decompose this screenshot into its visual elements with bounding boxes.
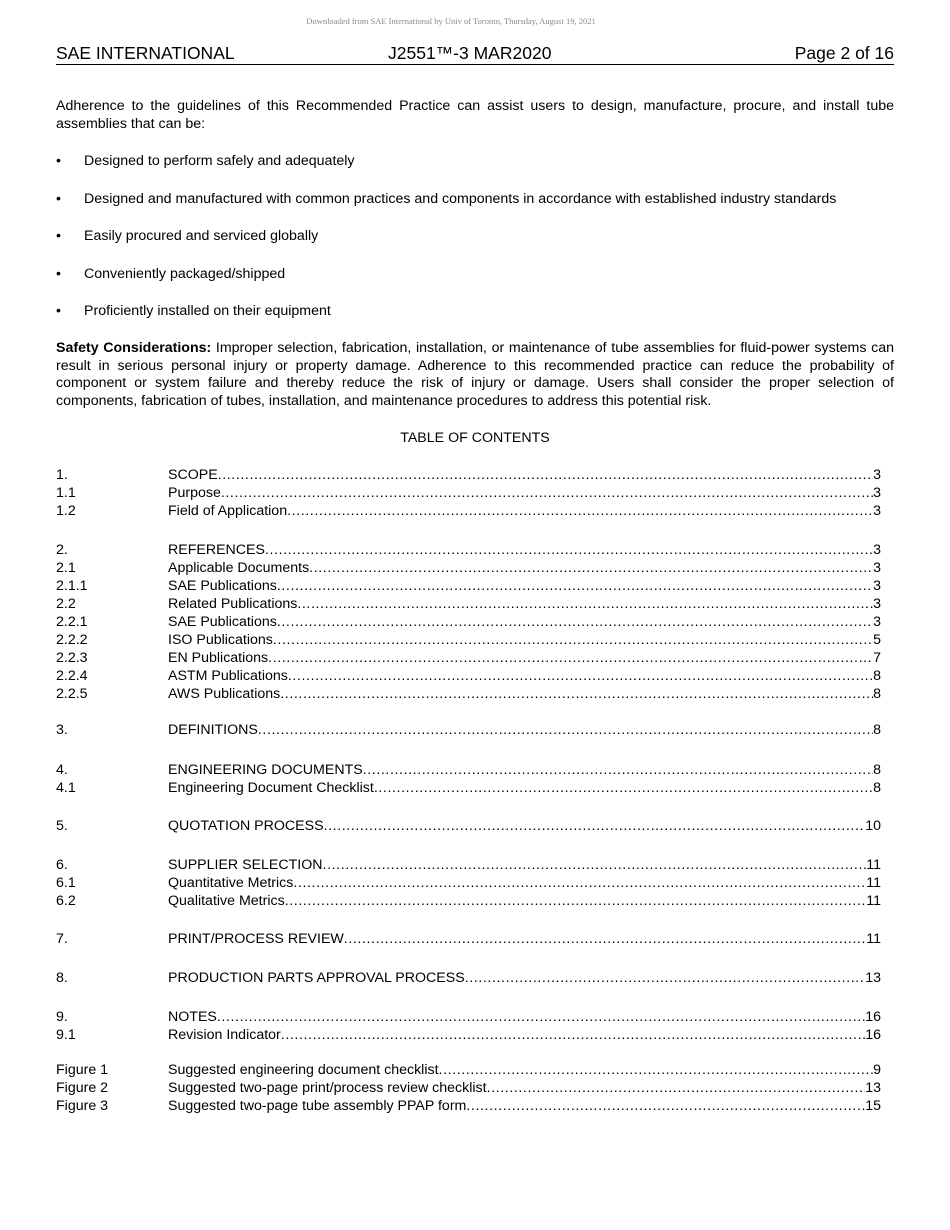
toc-dot-leader	[285, 892, 867, 910]
toc-entry-label: Quantitative Metrics	[168, 875, 294, 891]
toc-dot-leader	[287, 502, 873, 520]
toc-entry-line	[168, 484, 881, 502]
toc-entry-number: 4.1	[56, 780, 76, 796]
toc-entry-page: 13	[865, 1080, 881, 1096]
toc-entry-line	[168, 892, 881, 910]
toc-dot-leader	[258, 721, 873, 739]
toc-entry-line	[168, 969, 881, 987]
toc-group	[56, 466, 881, 520]
toc-entry-label: ASTM Publications	[168, 668, 288, 684]
safety-text: Improper selection, fabrication, installation, or maintenance of tube assemblies for fluid-power systems can result in serious personal injury or property damage. Adherence to this recommended practice can reduce the probability of component or system failure and thereby reduce the risk of injury or damage. Users shall consider the proper selection of components, fabrication of tubes, installation, and maintenance procedures to address this potential risk.	[56, 340, 894, 409]
toc-entry[interactable]	[56, 1008, 881, 1026]
toc-entry-number: 2.2.5	[56, 686, 88, 702]
toc-dot-leader	[466, 1097, 865, 1115]
toc-entry-page: 15	[865, 1098, 881, 1114]
toc-entry[interactable]	[56, 577, 881, 595]
toc-entry-page: 11	[866, 893, 881, 909]
toc-group	[56, 930, 881, 948]
toc-entry-line	[168, 1008, 881, 1026]
toc-entry-number: 5.	[56, 818, 68, 834]
toc-dot-leader	[363, 761, 873, 779]
list-item	[56, 266, 901, 304]
toc-entry-page: 16	[865, 1027, 881, 1043]
toc-dot-leader	[323, 856, 867, 874]
list-item-text: Designed and manufactured with common practices and components in accordance with established industry standards	[84, 190, 837, 207]
toc-entry-number: 3.	[56, 722, 68, 738]
toc-entry[interactable]	[56, 613, 881, 631]
toc-dot-leader	[268, 649, 873, 667]
toc-entry-number: 8.	[56, 970, 68, 986]
toc-entry-line	[168, 559, 881, 577]
toc-entry-number: 6.1	[56, 875, 76, 891]
toc-entry-number: 2.2.2	[56, 632, 88, 648]
toc-dot-leader	[221, 484, 873, 502]
list-item-text: Proficiently installed on their equipment	[84, 303, 331, 319]
list-item-text: Conveniently packaged/shipped	[84, 265, 286, 282]
bullet-icon: •	[56, 153, 61, 169]
toc-entry-label: EN Publications	[168, 650, 269, 666]
toc-entry[interactable]	[56, 484, 881, 502]
toc-entry-label: Field of Application	[168, 503, 288, 519]
toc-entry-label: Suggested two-page tube assembly PPAP form	[168, 1098, 467, 1114]
toc-entry[interactable]	[56, 541, 881, 559]
toc-entry-label: SAE Publications	[168, 614, 277, 630]
safety-considerations-paragraph	[56, 340, 894, 410]
toc-entry[interactable]	[56, 1026, 881, 1044]
toc-dot-leader	[344, 930, 866, 948]
bullet-icon: •	[56, 190, 61, 207]
toc-entry-number: 2.2.3	[56, 650, 88, 666]
toc-entry-label: NOTES	[168, 1009, 217, 1025]
toc-entry-number: 9.	[56, 1009, 68, 1025]
toc-dot-leader	[465, 969, 866, 987]
toc-entry-line	[168, 779, 881, 797]
toc-entry-page: 11	[866, 931, 881, 947]
toc-dot-leader	[217, 1008, 865, 1026]
toc-entry[interactable]	[56, 761, 881, 779]
toc-entry-number: 6.2	[56, 893, 76, 909]
toc-entry-number: Figure 1	[56, 1062, 109, 1078]
toc-dot-leader	[280, 685, 873, 703]
toc-entry-label: Purpose	[168, 485, 221, 501]
toc-dot-leader	[487, 1079, 866, 1097]
toc-entry-number: 1.1	[56, 485, 76, 501]
toc-group	[56, 856, 881, 910]
toc-entry-line	[168, 595, 881, 613]
toc-entry[interactable]	[56, 649, 881, 667]
toc-dot-leader	[265, 541, 873, 559]
toc-entry-page: 5	[873, 632, 881, 648]
toc-entry-page: 3	[873, 503, 881, 519]
toc-group	[56, 817, 881, 835]
toc-entry[interactable]	[56, 1061, 881, 1079]
intro-paragraph: Adherence to the guidelines of this Recommended Practice can assist users to design, manufacture, procure, and install tube assemblies that can be:	[56, 98, 894, 132]
benefits-list	[56, 153, 901, 341]
toc-entry-number: 1.2	[56, 503, 76, 519]
toc-entry-page: 8	[873, 762, 881, 778]
toc-entry-line	[168, 817, 881, 835]
toc-group	[56, 761, 881, 797]
toc-entry-number: 4.	[56, 762, 68, 778]
toc-entry-page: 3	[873, 614, 881, 630]
toc-entry-line	[168, 1061, 881, 1079]
toc-dot-leader	[277, 613, 873, 631]
toc-entry-label: SAE Publications	[168, 578, 277, 594]
toc-dot-leader	[297, 595, 873, 613]
toc-entry-label: ISO Publications	[168, 632, 273, 648]
toc-entry-page: 3	[873, 560, 881, 576]
toc-entry-line	[168, 856, 881, 874]
toc-entry[interactable]	[56, 892, 881, 910]
toc-group	[56, 1008, 881, 1044]
toc-dot-leader	[277, 577, 873, 595]
toc-entry-page: 10	[865, 818, 881, 834]
toc-group	[56, 1061, 881, 1115]
toc-entry-line	[168, 502, 881, 520]
list-item-text: Designed to perform safely and adequately	[84, 153, 355, 169]
toc-entry[interactable]	[56, 685, 881, 703]
toc-entry[interactable]	[56, 779, 881, 797]
toc-entry-page: 3	[873, 542, 881, 558]
toc-dot-leader	[439, 1061, 874, 1079]
list-item	[56, 153, 901, 191]
toc-dot-leader	[324, 817, 866, 835]
toc-entry-line	[168, 930, 881, 948]
toc-entry[interactable]	[56, 817, 881, 835]
toc-dot-leader	[374, 779, 873, 797]
toc-group	[56, 721, 881, 739]
toc-entry-page: 3	[873, 485, 881, 501]
list-item-text: Easily procured and serviced globally	[84, 228, 319, 244]
toc-entry[interactable]	[56, 1097, 881, 1115]
toc-entry[interactable]	[56, 856, 881, 874]
toc-entry-number: 1.	[56, 467, 68, 483]
bullet-icon: •	[56, 228, 61, 244]
toc-entry-page: 8	[873, 686, 881, 702]
toc-entry-line	[168, 649, 881, 667]
toc-entry-number: 6.	[56, 857, 68, 873]
list-item	[56, 191, 901, 229]
toc-entry-number: Figure 2	[56, 1080, 109, 1096]
toc-entry-page: 13	[865, 970, 881, 986]
toc-entry-number: 2.1.1	[56, 578, 88, 594]
toc-entry-number: 2.	[56, 542, 68, 558]
toc-entry-label: DEFINITIONS	[168, 722, 258, 738]
toc-dot-leader	[288, 667, 873, 685]
toc-entry-page: 11	[866, 875, 881, 891]
toc-dot-leader	[273, 631, 873, 649]
toc-entry-page: 8	[873, 722, 881, 738]
toc-entry-label: PRODUCTION PARTS APPROVAL PROCESS	[168, 970, 465, 986]
toc-entry[interactable]	[56, 595, 881, 613]
toc-entry-line	[168, 1097, 881, 1115]
toc-entry[interactable]	[56, 1079, 881, 1097]
toc-entry-number: 9.1	[56, 1027, 76, 1043]
toc-entry-line	[168, 577, 881, 595]
toc-entry-label: ENGINEERING DOCUMENTS	[168, 762, 363, 778]
bullet-icon: •	[56, 265, 61, 282]
toc-entry-label: Qualitative Metrics	[168, 893, 285, 909]
toc-entry-number: 2.2.1	[56, 614, 88, 630]
toc-dot-leader	[309, 559, 873, 577]
toc-entry-number: 2.2	[56, 596, 76, 612]
toc-entry-page: 8	[873, 780, 881, 796]
toc-entry[interactable]	[56, 874, 881, 892]
toc-entry[interactable]	[56, 502, 881, 520]
toc-dot-leader	[281, 1026, 865, 1044]
toc-entry[interactable]	[56, 466, 881, 484]
toc-entry-label: Revision Indicator	[168, 1027, 281, 1043]
toc-entry-line	[168, 721, 881, 739]
toc-entry-line	[168, 761, 881, 779]
toc-entry[interactable]	[56, 721, 881, 739]
toc-entry-page: 3	[873, 596, 881, 612]
toc-entry-line	[168, 685, 881, 703]
toc-entry-label: Applicable Documents	[168, 560, 310, 576]
bullet-icon: •	[56, 303, 61, 319]
toc-entry-page: 9	[873, 1062, 881, 1078]
toc-entry[interactable]	[56, 969, 881, 987]
toc-entry-page: 3	[873, 467, 881, 483]
toc-entry-label: PRINT/PROCESS REVIEW	[168, 931, 344, 947]
toc-entry-number: Figure 3	[56, 1098, 109, 1114]
toc-entry-label: Suggested engineering document checklist	[168, 1062, 439, 1078]
toc-entry-label: SCOPE	[168, 467, 218, 483]
toc-entry-label: Suggested two-page print/process review checklist	[168, 1080, 487, 1096]
toc-entry-page: 3	[873, 578, 881, 594]
toc-entry[interactable]	[56, 559, 881, 577]
toc-entry-number: 2.1	[56, 560, 76, 576]
toc-entry[interactable]	[56, 667, 881, 685]
page-header	[56, 43, 894, 65]
safety-label: Safety Considerations:	[56, 340, 212, 356]
toc-entry-label: SUPPLIER SELECTION	[168, 857, 323, 873]
header-page-number: Page 2 of 16	[794, 43, 894, 63]
toc-group	[56, 541, 881, 703]
toc-entry-label: Engineering Document Checklist	[168, 780, 374, 796]
toc-entry-line	[168, 1026, 881, 1044]
toc-entry-line	[168, 466, 881, 484]
toc-entry-page: 8	[873, 668, 881, 684]
toc-entry-line	[168, 667, 881, 685]
toc-entry[interactable]	[56, 930, 881, 948]
toc-entry-page: 16	[865, 1009, 881, 1025]
toc-entry-label: REFERENCES	[168, 542, 265, 558]
toc-group	[56, 969, 881, 987]
toc-entry-line	[168, 631, 881, 649]
list-item	[56, 228, 901, 266]
toc-title: TABLE OF CONTENTS	[400, 430, 550, 446]
toc-entry-label: Related Publications	[168, 596, 298, 612]
toc-entry-label: AWS Publications	[168, 686, 281, 702]
toc-entry-line	[168, 613, 881, 631]
toc-dot-leader	[293, 874, 866, 892]
download-watermark: Downloaded from SAE International by Univ of Toronto, Thursday, August 19, 2021	[306, 16, 596, 26]
header-document-id: J2551™-3 MAR2020	[388, 43, 552, 63]
toc-entry-page: 11	[866, 857, 881, 873]
toc-entry-line	[168, 874, 881, 892]
toc-entry-line	[168, 541, 881, 559]
toc-entry-number: 7.	[56, 931, 68, 947]
header-organization: SAE INTERNATIONAL	[56, 43, 235, 63]
list-item	[56, 303, 901, 341]
toc-dot-leader	[218, 466, 873, 484]
toc-entry-label: QUOTATION PROCESS	[168, 818, 324, 834]
toc-entry-number: 2.2.4	[56, 668, 88, 684]
toc-entry-page: 7	[873, 650, 881, 666]
toc-entry[interactable]	[56, 631, 881, 649]
toc-entry-line	[168, 1079, 881, 1097]
